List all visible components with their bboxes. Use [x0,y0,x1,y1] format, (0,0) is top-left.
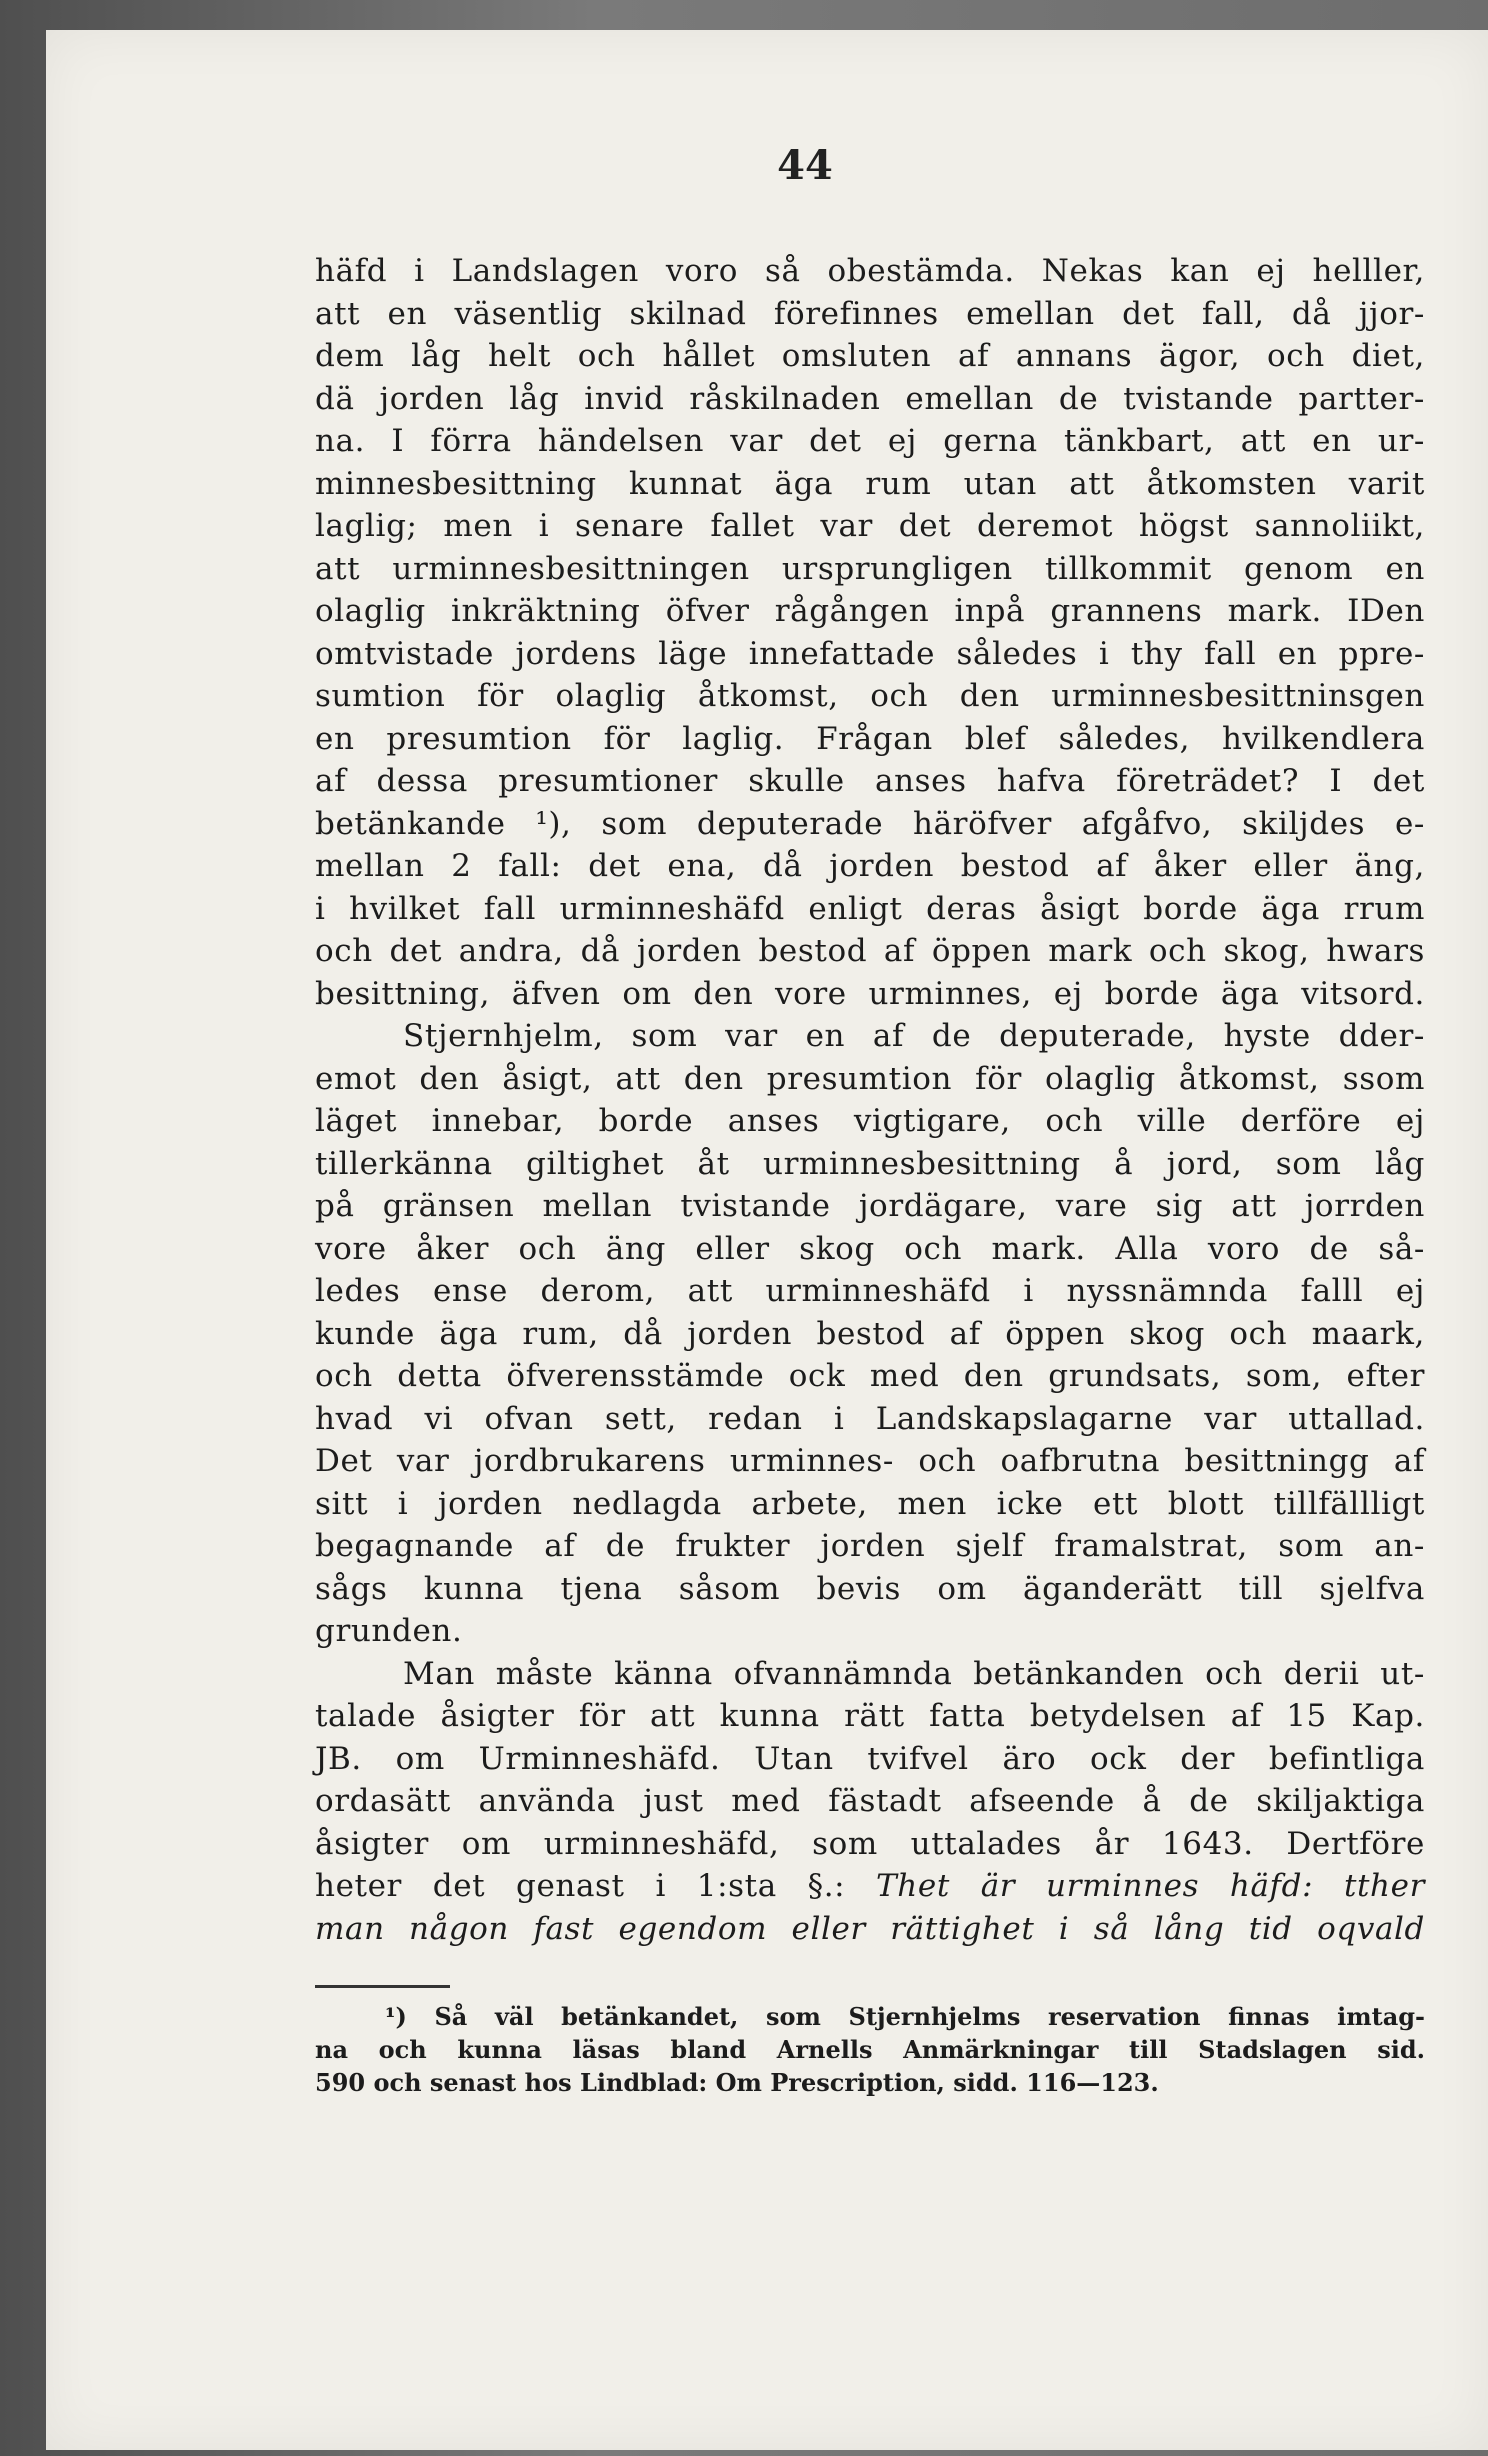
footnote-rule [315,1985,450,1988]
text-line: sågs kunna tjena såsom bevis om äganderätt till sjelfva [315,1570,1425,1607]
text-line: olaglig inkräktning öfver rågången inpå grannens mark. IDen [315,593,1425,629]
text-line-italic [315,1908,1425,1951]
text-line-start: heter det genast i 1:sta §.: [315,1868,846,1904]
text-line: minnesbesittning kunnat äga rum utan att åtkomsten varit [315,465,1425,502]
text-line: dä jorden låg invid råskilnaden emellan de tvistande partter- [315,380,1425,417]
text-line: läget innebar, borde anses vigtigare, och ville derföre ej [315,1103,1425,1139]
text-line: Det var jordbrukarens urminnes- och oafbrutna besittningg af [315,1443,1425,1479]
text-line: ledes ense derom, att urminneshäfd i nyssnämnda falll ej [315,1273,1425,1309]
text-line: Stjernhjelm, som var en af de deputerade, hyste dder- [403,1018,1425,1054]
text-line: Man måste känna ofvannämnda betänkanden och derii ut- [403,1655,1425,1692]
text-line: sumtion för olaglig åtkomst, och den urminnesbesittninsgen [315,678,1425,714]
text-line: att en väsentlig skilnad förefinnes emellan det fall, då jjor- [315,295,1425,332]
text-line: laglig; men i senare fallet var det deremot högst sannoliikt, [315,508,1425,544]
text-line: hvad vi ofvan sett, redan i Landskapslagarne var uttallad. [315,1400,1425,1437]
footnote-line: ¹) Så väl betänkandet, som Stjernhjelms reservation finnas imtag- [385,2002,1425,2031]
text-line: betänkande ¹), som deputerade häröfver afgåfvo, skiljdes e- [315,805,1425,842]
footnote-line: 590 och senast hos Lindblad: Om Prescription, sidd. 116—123. [315,2068,1159,2097]
text-line-with-italic [315,1865,1425,1908]
text-line: besittning, äfven om den vore urminnes, ej borde äga vitsord. [315,975,1425,1012]
text-line: häfd i Landslagen voro så obestämda. Nekas kan ej helller, [315,253,1425,289]
text-line: emot den åsigt, att den presumtion för olaglig åtkomst, ssom [315,1060,1425,1097]
footnote [315,2000,1425,2099]
text-line: åsigter om urminneshäfd, som uttalades år 1643. Dertföre [315,1825,1425,1862]
italic-quote-continued: man någon fast egendom eller rättighet i så lång tid oqvald [315,1910,1425,1947]
text-line: omtvistade jordens läge innefattade således i thy fall en ppre- [315,635,1425,672]
text-line: grunden. [315,1613,463,1649]
text-line: sitt i jorden nedlagda arbete, men icke ett blott tillfällligt [315,1485,1425,1522]
text-line: ordasätt använda just med fästadt afseende å de skiljaktiga [315,1783,1425,1819]
text-line: i hvilket fall urminneshäfd enligt deras åsigt borde äga rrum [315,890,1425,927]
page-number: 44 [777,142,833,189]
text-line: begagnande af de frukter jorden sjelf framalstrat, som an- [315,1528,1425,1564]
text-line: JB. om Urminneshäfd. Utan tvifvel äro ock der befintliga [315,1740,1425,1777]
text-line: mellan 2 fall: det ena, då jorden bestod af åker eller äng, [315,848,1425,884]
footnote-line: na och kunna läsas bland Arnells Anmärkningar till Stadslagen sid. [315,2035,1425,2064]
text-line: talade åsigter för att kunna rätt fatta betydelsen af 15 Kap. [315,1698,1425,1734]
text-line: och det andra, då jorden bestod af öppen mark och skog, hwars [315,933,1425,969]
text-line: af dessa presumtioner skulle anses hafva företrädet? I det [315,763,1425,799]
text-line: vore åker och äng eller skog och mark. Alla voro de så- [315,1230,1425,1267]
text-line: och detta öfverensstämde ock med den grundsats, som, efter [315,1358,1425,1394]
text-line: en presumtion för laglig. Frågan blef således, hvilkendlera [315,720,1425,757]
text-line: att urminnesbesittningen ursprungligen tillkommit genom en [315,550,1425,587]
text-line: kunde äga rum, då jorden bestod af öppen skog och maark, [315,1315,1425,1352]
body-text [315,250,1425,1950]
text-line: na. I förra händelsen var det ej gerna tänkbart, att en ur- [315,423,1425,459]
text-line: dem låg helt och hållet omsluten af annans ägor, och diet, [315,338,1425,374]
italic-quote: Thet är urminnes häfd: tther [876,1868,1425,1904]
text-line: på gränsen mellan tvistande jordägare, vare sig att jorrden [315,1188,1425,1224]
text-line: tillerkänna giltighet åt urminnesbesittning å jord, som låg [315,1145,1425,1182]
